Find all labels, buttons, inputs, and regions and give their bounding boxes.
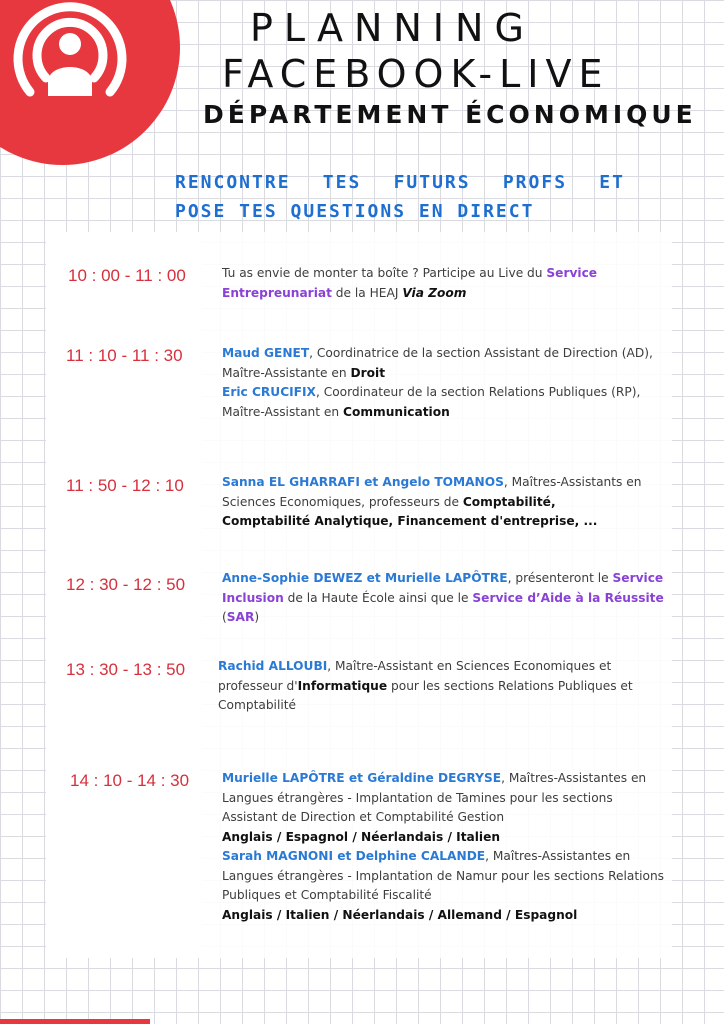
slot-time: 11 : 10 - 11 : 30 (66, 346, 183, 365)
service-link[interactable]: Service d’Aide à la Réussite (472, 590, 664, 605)
tagline-word: FUTURS (393, 172, 471, 193)
title-planning: PLANNING (250, 6, 535, 50)
slot-description: Tu as envie de monter ta boîte ? Participe au Live du Service Entrepreunariat de la HEAJ Via Zoom (222, 266, 598, 300)
speaker-name: Maud GENET (222, 346, 310, 360)
slot-description: Anne-Sophie DEWEZ et Murielle LAPÔTRE, présenteront le Service Inclusion de la Haute École ainsi que le Service d’Aide à la Réussite (SAR) (222, 571, 664, 624)
slot-time: 13 : 30 - 13 : 50 (66, 660, 186, 679)
tagline (175, 168, 625, 226)
service-link[interactable]: Service Entrepreunariat (222, 266, 598, 300)
speaker-name: Anne-Sophie DEWEZ et Murielle LAPÔTRE (222, 571, 508, 585)
tagline-word: ET (599, 172, 625, 193)
speaker-name: Murielle LAPÔTRE et Géraldine DEGRYSE (222, 771, 502, 785)
tagline-word: PROFS (502, 172, 568, 193)
slot-description: Rachid ALLOUBI, Maître-Assistant en Sciences Economiques et professeur d'Informatique pour les sections Relations Publiques et Comptabilité (218, 659, 633, 712)
slot-time: 12 : 30 - 12 : 50 (66, 575, 186, 594)
service-link[interactable]: Service Inclusion (222, 571, 664, 605)
slot-description: Sanna EL GHARRAFI et Angelo TOMANOS, Maîtres-Assistants en Sciences Economiques, professeurs de Comptabilité, Comptabilité Analytique, Financement d'entreprise, ... (222, 475, 642, 528)
live-logo-circle (0, 0, 180, 165)
languages-list: Anglais / Italien / Néerlandais / Allemand / Espagnol (222, 907, 578, 922)
speaker-name: Sarah MAGNONI et Delphine CALANDE (222, 849, 486, 863)
title-facebook-live: FACEBOOK-LIVE (222, 52, 610, 96)
slot-description: Maud GENET, Coordinatrice de la section Assistant de Direction (AD), Maître-Assistante en Droit Eric CRUCIFIX, Coordinateur de la section Relations Publiques (RP), Maître-Assistant en Communication (222, 346, 653, 419)
speaker-name: Eric CRUCIFIX (222, 385, 316, 399)
live-broadcast-user-icon (0, 0, 140, 110)
speaker-name: Sanna EL GHARRAFI et Angelo TOMANOS (222, 475, 504, 489)
schedule-time-panel (46, 232, 202, 958)
tagline-line-2: POSE TES QUESTIONS EN DIRECT (175, 201, 535, 222)
slot-time: 11 : 50 - 12 : 10 (66, 476, 184, 495)
tagline-word: TES (322, 172, 362, 193)
bottom-accent-bar (0, 1019, 150, 1024)
slot-description: Murielle LAPÔTRE et Géraldine DEGRYSE, Maîtres-Assistantes en Langues étrangères - Implantation de Tamines pour les sections Assistant de Direction et Comptabilité Gestion Anglais / Espagnol / Néerlandais / Italien Sarah MAGNONI et Delphine CALANDE, Maîtres-Assistantes en Langues étrangères - Implantation de Namur pour les sections Relations Publiques et Comptabilité Fiscalité Anglais / Italien / Néerlandais / Allemand / Espagnol (222, 771, 665, 922)
languages-list: Anglais / Espagnol / Néerlandais / Italien (222, 829, 501, 844)
slot-time: 10 : 00 - 11 : 00 (68, 266, 186, 285)
service-link[interactable]: SAR (226, 610, 255, 624)
title-department: DÉPARTEMENT ÉCONOMIQUE (203, 100, 697, 129)
speaker-name: Rachid ALLOUBI (218, 659, 328, 673)
tagline-word: RENCONTRE (175, 172, 291, 193)
tagline-line-1 (175, 168, 625, 197)
slot-time: 14 : 10 - 14 : 30 (70, 771, 190, 790)
